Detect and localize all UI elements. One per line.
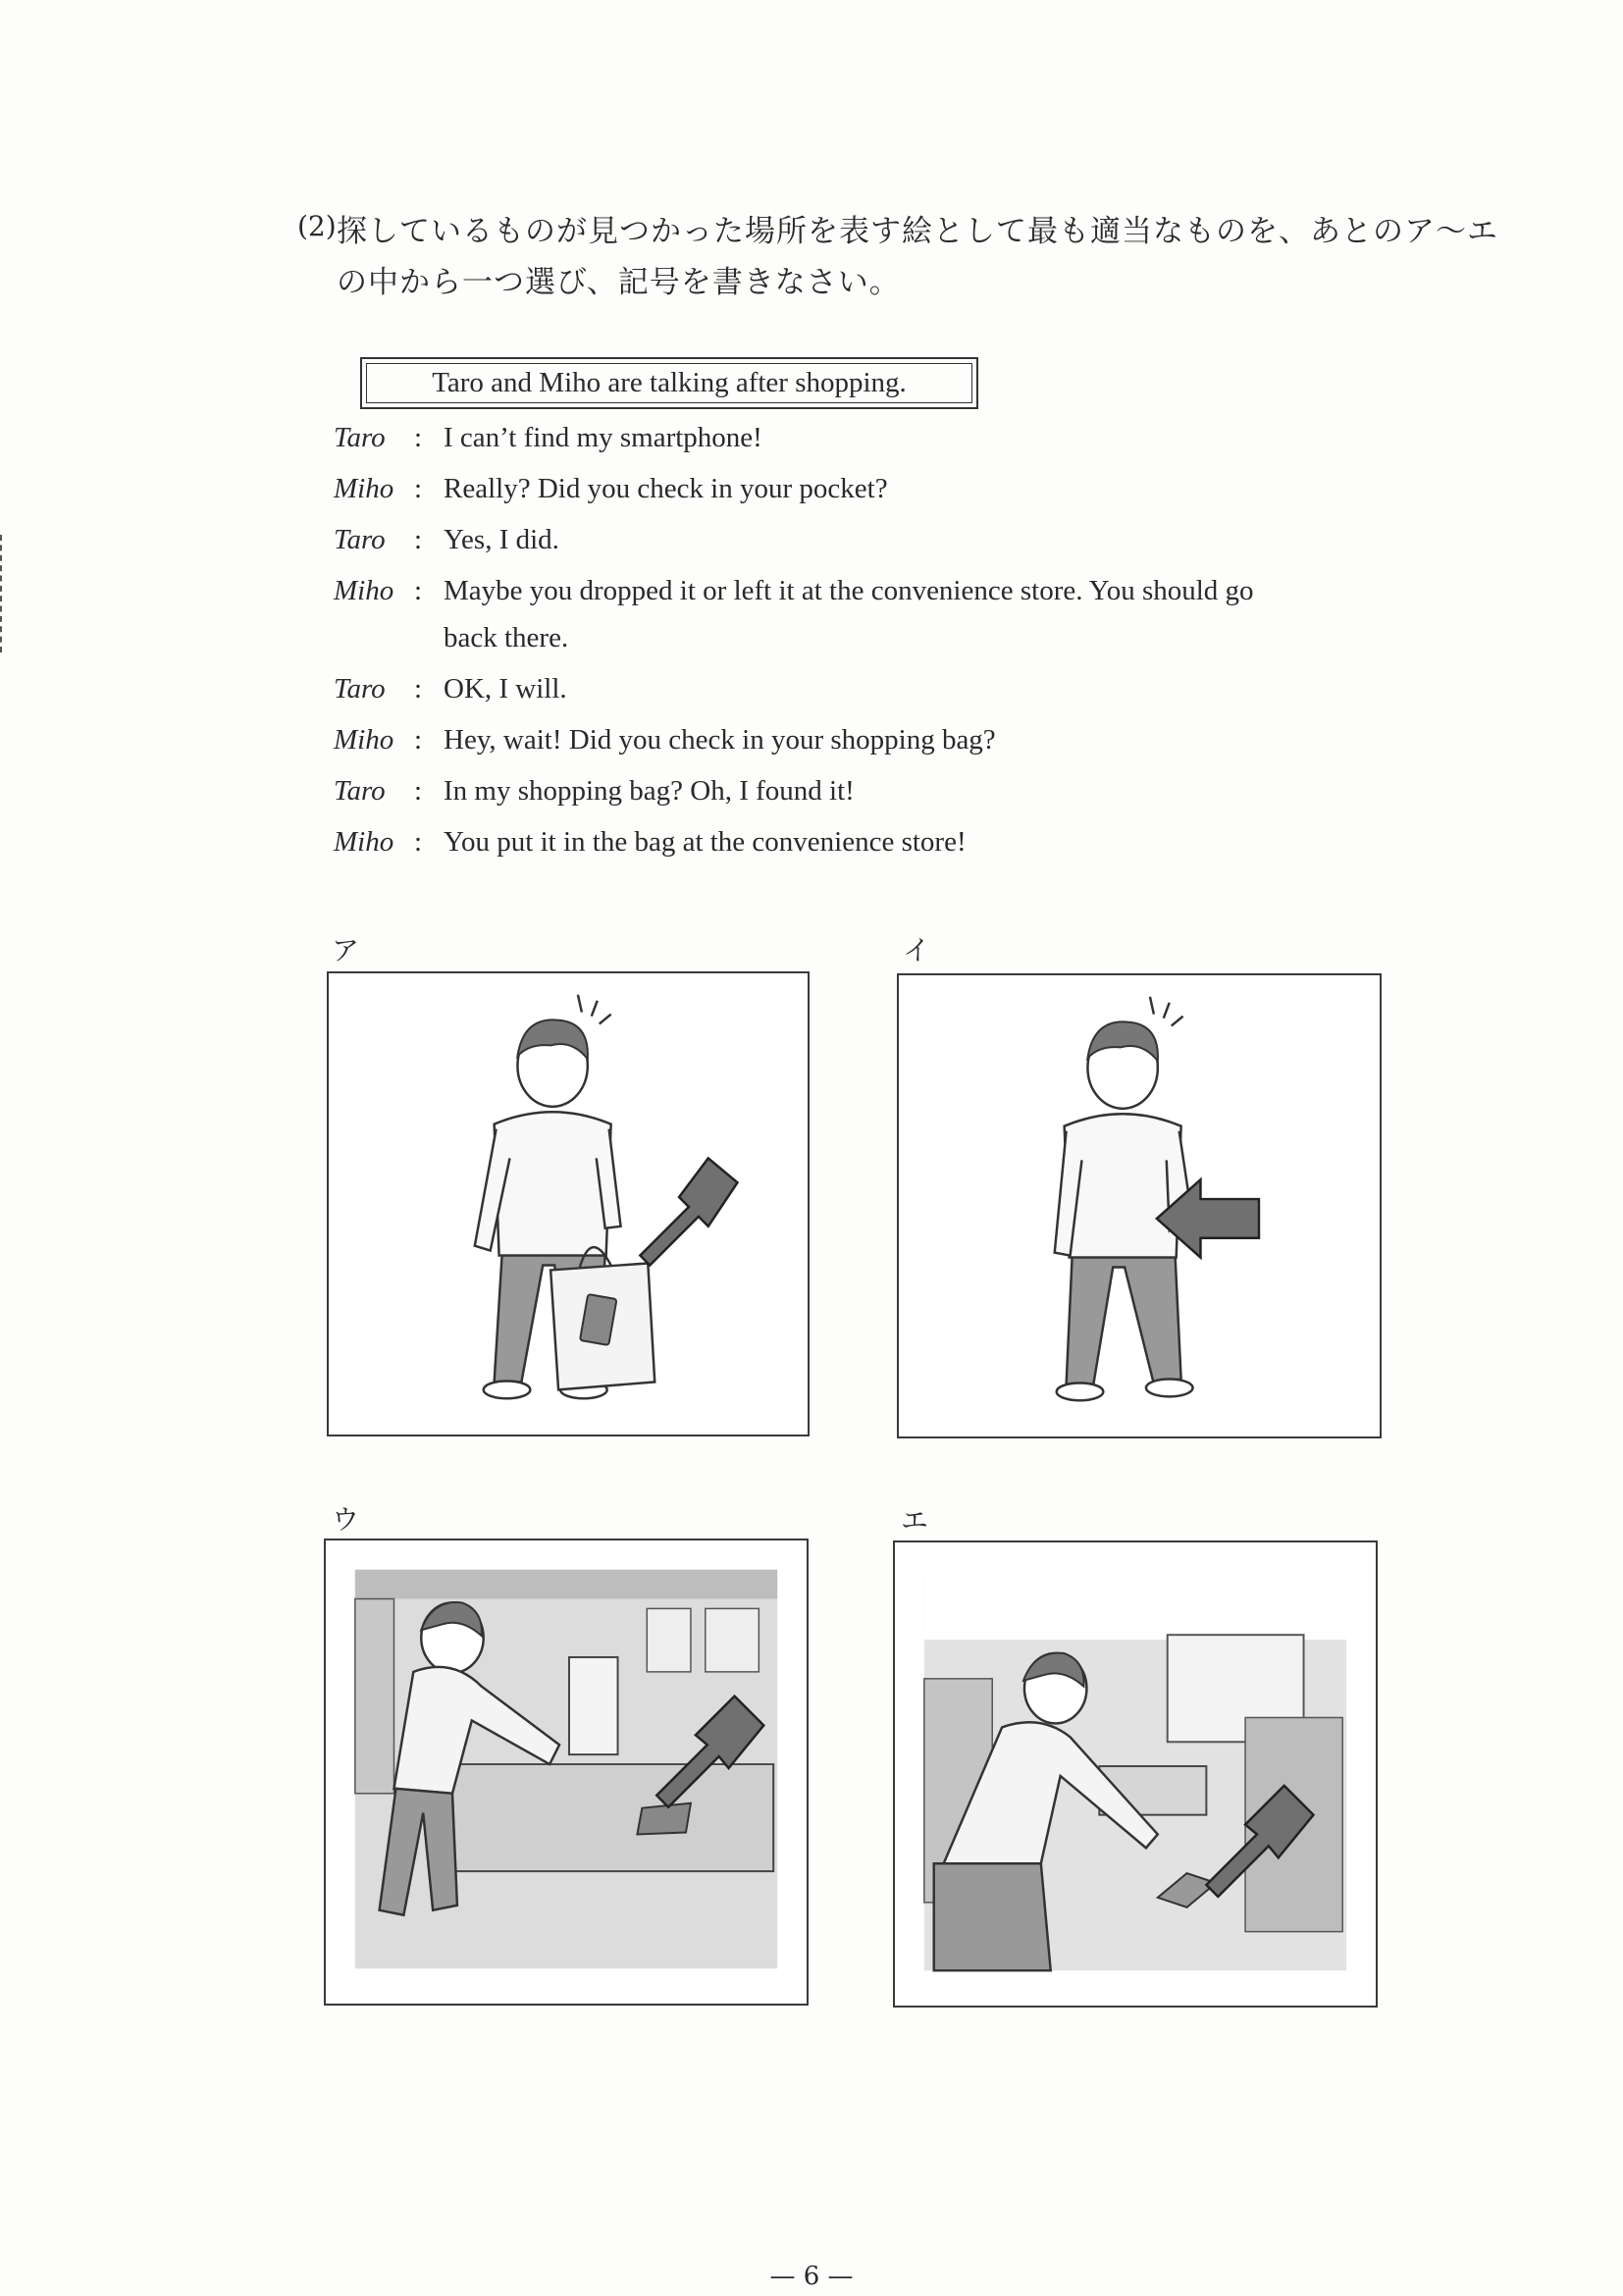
page-number: — 6 — [769,2262,854,2291]
speaker-name: Taro [334,775,386,807]
boy-holding-bag-illustration [329,973,808,1435]
dialogue-line: Taro : I can’t find my smartphone! [334,422,762,453]
binding-margin-mark [0,535,6,652]
line-text: You put it in the bag at the convenience store! [444,826,967,858]
dialogue-line: Miho : Maybe you dropped it or left it at the convenience store. You should go [334,575,1254,606]
option-label-a: ア [332,934,360,966]
boy-at-counter-illustration [326,1540,807,2004]
line-text: Maybe you dropped it or left it at the convenience store. You should go [444,575,1254,606]
option-a-illustration [327,971,810,1436]
option-e-illustration [893,1540,1378,2008]
speaker-name: Taro [334,524,386,555]
speaker-name: Miho [334,473,394,504]
option-label-i: イ [903,934,931,966]
dialogue-line: Taro : Yes, I did. [334,524,559,555]
option-label-e: エ [901,1504,929,1537]
line-text: Yes, I did. [444,524,559,555]
situation-box [360,357,978,409]
option-u-illustration [324,1539,809,2006]
dialogue-line: Taro : In my shopping bag? Oh, I found it! [334,775,855,807]
question-instruction-line1: 探しているものが見つかった場所を表す絵として最も適当なものを、あとのア〜エ [337,214,1498,249]
dialogue-line: Miho : You put it in the bag at the convenience store! [334,826,967,858]
line-text: Hey, wait! Did you check in your shopping bag? [444,724,996,756]
dialogue-continuation: back there. [444,622,569,653]
speaker-name: Miho [334,826,394,858]
line-text: OK, I will. [444,673,567,704]
line-text: I can’t find my smartphone! [444,422,762,453]
speaker-name: Miho [334,575,394,606]
boy-at-store-floor-illustration [895,1542,1376,2006]
option-i-illustration [897,973,1382,1438]
boy-checking-pocket-illustration [899,975,1380,1436]
question-number: (2) [297,210,337,242]
speaker-name: Taro [334,673,386,704]
situation-text: Taro and Miho are talking after shopping. [366,363,972,403]
speaker-name: Taro [334,422,386,453]
dialogue-line: Taro : OK, I will. [334,673,567,704]
dialogue-line: Miho : Really? Did you check in your pocket? [334,473,888,504]
line-text: In my shopping bag? Oh, I found it! [444,775,855,807]
question-instruction-line2: の中から一つ選び、記号を書きなさい。 [337,265,901,300]
option-label-u: ウ [332,1503,360,1536]
dialogue-line: Miho : Hey, wait! Did you check in your shopping bag? [334,724,996,756]
line-text: Really? Did you check in your pocket? [444,473,888,504]
speaker-name: Miho [334,724,394,756]
